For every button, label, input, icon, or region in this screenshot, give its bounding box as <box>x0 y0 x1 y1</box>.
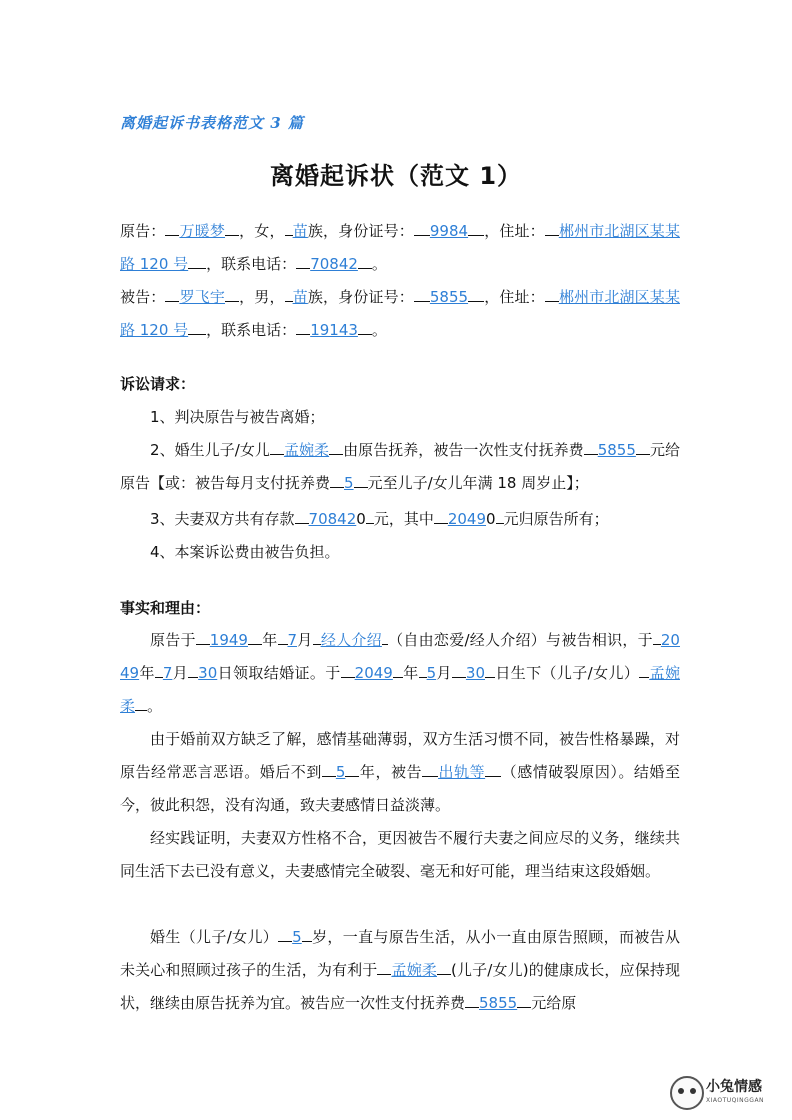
met-year: 1949 <box>209 631 248 649</box>
plaintiff-id: 9984 <box>429 222 469 240</box>
register-month: 7 <box>162 664 173 682</box>
defendant-name: 罗飞宇 <box>179 288 226 306</box>
defendant-paragraph: 被告： 罗飞宇 ，男， 苗族，身份证号： 5855 ，住址： 郴州市北湖区某某路 120 号 ，联系电话： 19143 。 <box>120 288 680 339</box>
facts-paragraph-4: 婚生（儿子/女儿） 5 岁，一直与原告生活，从小一直由原告照顾，而被告从未关心和照顾过孩子的生活，为有利于 孟婉柔 (儿子/女儿)的健康成长，应保持现状，继续由原告抚养为宜。被告应一次性支付抚养费 5855 元给原 <box>120 928 680 1012</box>
plaintiff-phone: 70842 <box>310 255 358 273</box>
watermark-text: 小兔情感 <box>706 1079 762 1095</box>
met-way: 经人介绍 <box>320 631 382 649</box>
claim-item-2: 2、婚生儿子/女儿 孟婉柔 由原告抚养，被告一次性支付抚养费 5855 元给原告【或：被告每月支付抚养费 5 元至儿子/女儿年满 18 周岁止】； <box>120 441 680 492</box>
defendant-ethnicity: 苗 <box>292 288 308 306</box>
defendant-address: 郴州市北湖区某某路 120 号 <box>120 288 680 339</box>
birth-month: 5 <box>426 664 437 682</box>
plaintiff-paragraph: 原告： 万暖梦 ，女， 苗族，身份证号： 9984 ，住址： 郴州市北湖区某某路 120 号 ，联系电话： 70842 。 <box>120 222 680 273</box>
breakup-cause: 出轨等 <box>438 763 486 781</box>
lump-fee: 5855 <box>479 994 518 1012</box>
plaintiff-name: 万暖梦 <box>179 222 226 240</box>
register-day: 30 <box>198 664 218 682</box>
claim-child-name: 孟婉柔 <box>283 441 330 459</box>
facts-paragraph-3: 经实践证明，夫妻双方性格不合，更因被告不履行夫妻之间应尽的义务，继续共同生活下去已没有意义，夫妻感情完全破裂、毫无和好可能，理当结束这段婚姻。 <box>120 829 680 880</box>
claim-item-3: 3、夫妻双方共有存款 708420 元，其中 20490 元归原告所有； <box>150 510 609 528</box>
birth-year: 2049 <box>354 664 393 682</box>
plaintiff-ethnicity: 苗 <box>292 222 308 240</box>
claim-item-1: 1、判决原告与被告离婚； <box>150 408 325 426</box>
claim-savings-total: 70842 <box>308 510 357 528</box>
register-year: 2049 <box>120 631 680 682</box>
defendant-id: 5855 <box>429 288 469 306</box>
child-name: 孟婉柔 <box>120 664 680 715</box>
claim-savings-part: 2049 <box>447 510 487 528</box>
defendant-phone: 19143 <box>310 321 358 339</box>
watermark-subtext: XIAOTUQINGGAN <box>706 1097 765 1104</box>
met-month: 7 <box>287 631 298 649</box>
years-after-marriage: 5 <box>335 763 346 781</box>
document-title: 离婚起诉状（范文 1） <box>269 162 523 190</box>
birth-day: 30 <box>465 664 486 682</box>
claim-item-4: 4、本案诉讼费由被告负担。 <box>150 543 340 561</box>
rabbit-logo-icon <box>670 1076 704 1110</box>
facts-paragraph-2: 由于婚前双方缺乏了解，感情基础薄弱，双方生活习惯不同，被告性格暴躁，对原告经常恶言恶语。婚后不到 5 年，被告 出轨等 （感情破裂原因）。结婚至今，彼此积怨，没有沟通，致夫妻感情日益淡薄。 <box>120 730 680 814</box>
child-age: 5 <box>292 928 302 946</box>
child-name-2: 孟婉柔 <box>391 961 437 979</box>
site-watermark <box>666 1070 776 1114</box>
series-title: 离婚起诉书表格范文 3 篇 <box>120 114 304 132</box>
claims-heading: 诉讼请求： <box>120 375 196 393</box>
claim-lump-fee: 5855 <box>597 441 636 459</box>
facts-paragraph-1: 原告于 1949 年 7月 经人介绍 （自由恋爱/经人介绍）与被告相识，于 2049年 7月 30日领取结婚证。于 2049 年 5月 30 日生下（儿子/女儿） 孟婉柔 。 <box>120 631 680 715</box>
facts-heading: 事实和理由： <box>120 599 211 617</box>
plaintiff-address: 郴州市北湖区某某路 120 号 <box>120 222 680 273</box>
claim-monthly-fee: 5 <box>344 474 354 492</box>
